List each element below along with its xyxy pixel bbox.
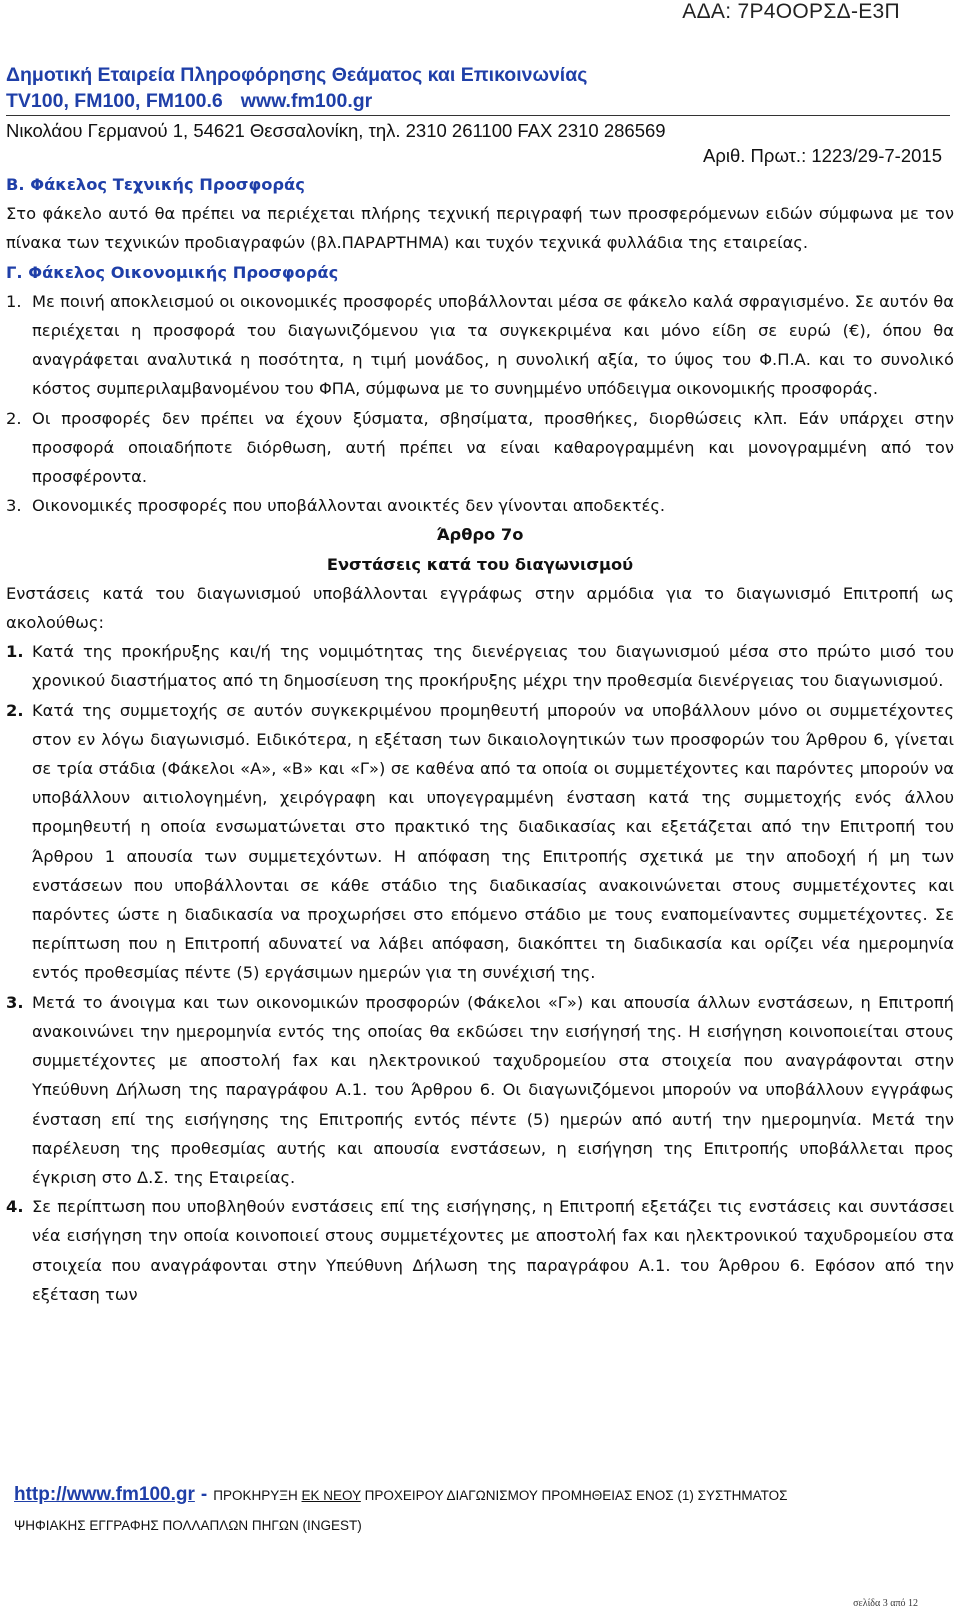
item-number: 3.: [6, 496, 22, 516]
address-line: Νικολάου Γερμανού 1, 54621 Θεσσαλονίκη, τηλ. 2310 261100 FAX 2310 286569: [6, 120, 666, 141]
item-text: Οι προσφορές δεν πρέπει να έχουν ξύσματα, σβησίματα, προσθήκες, διορθώσεις κλπ. Εάν υπάρχει στην προσφορά οποιαδήποτε διόρθωση, αυτή πρέπει να είναι καθαρογραμμένη και μονογραμμένη από τον προσφέροντα.: [32, 408, 954, 487]
item-number: 1.: [6, 642, 24, 662]
article-title: Ενστάσεις κατά του διαγωνισμού: [326, 554, 634, 574]
footer-announcement-underlined: ΕΚ ΝΕΟΥ: [301, 1488, 361, 1503]
item-text: Οικονομικές προσφορές που υποβάλλονται ανοικτές δεν γίνονται αποδεκτές.: [32, 496, 666, 516]
footer-line-2: ΨΗΦΙΑΚΗΣ ΕΓΓΡΑΦΗΣ ΠΟΛΛΑΠΛΩΝ ΠΗΓΩΝ (INGEST): [14, 1518, 362, 1533]
article-intro: Ενστάσεις κατά του διαγωνισμού υποβάλλονται εγγράφως στην αρμόδια για το διαγωνισμό Επιτροπή ως ακολούθως:: [6, 583, 954, 633]
website-link[interactable]: www.fm100.gr: [240, 90, 373, 112]
document-body: [6, 170, 954, 1309]
item-number: 4.: [6, 1197, 24, 1217]
footer-announcement: [213, 1488, 787, 1503]
section-g-item: [6, 287, 954, 404]
page-footer: [14, 1484, 954, 1533]
article-item: [6, 637, 954, 695]
item-number: 3.: [6, 992, 24, 1012]
footer-announcement-part: ΠΡΟΧΕΙΡΟΥ ΔΙΑΓΩΝΙΣΜΟΥ ΠΡΟΜΗΘΕΙΑΣ ΕΝΟΣ (1) ΣΥΣΤΗΜΑΤΟΣ: [364, 1488, 788, 1503]
article-item: [6, 696, 954, 988]
item-number: 2.: [6, 700, 24, 720]
organization-name: Δημοτική Εταιρεία Πληροφόρησης Θεάματος και Επικοινωνίας: [6, 64, 588, 86]
section-g-item: [6, 491, 954, 520]
section-b-title: Β. Φάκελος Τεχνικής Προσφοράς: [6, 175, 305, 194]
item-text: Σε περίπτωση που υποβληθούν ενστάσεις επί της εισήγησης, η Επιτροπή εξετάζει τις ενστάσεις και συντάσσει νέα εισήγηση την οποία κοινοποιεί στους συμμετέχοντες με αποστολή fax και ηλεκτρονικού ταχυδρομείου στα στοιχεία που αναγράφονται στην Υπεύθυνη Δήλωση της παραγράφου Α.1. του Άρθρου 6. Εφόσον από την εξέταση των: [32, 1197, 954, 1304]
item-text: Κατά της συμμετοχής σε αυτόν συγκεκριμένου προμηθευτή μπορούν να υποβάλλουν μόνο οι συμμετέχοντες στον εν λόγω διαγωνισμό. Ειδικότερα, η εξέταση των δικαιολογητικών των προσφορών του Άρθρου 6, γίνεται σε τρία στάδια (Φάκελοι «Α», «Β» και «Γ») σε καθένα από τα οποία οι συμμετέχοντες και παρόντες μπορούν να υποβάλλουν αιτιολογημένη, χειρόγραφη και υπογεγραμμένη ένσταση κατά της συμμετοχής ενός άλλου προμηθευτή η οποία ενσωματώνεται στο πρακτικό της διαδικασίας και εξετάζεται από την Επιτροπή του Άρθρου 1 απουσία των συμμετεχόντων. Η απόφαση της Επιτροπής σχετικά με την αποδοχή ή μη των ενστάσεων που υποβάλλονται σε κάθε στάδιο της διαδικασίας ανακοινώνεται στους συμμετέχοντες και παρόντες ώστε η διαδικασία να προχωρήσει στο επόμενο στάδιο με τους εναπομείναντες συμμετέχοντες. Σε περίπτωση που η Επιτροπή αδυνατεί να λάβει απόφαση, διακόπτει τη διαδικασία και ορίζει νέα ημερομηνία εντός προθεσμίας πέντε (5) εργάσιμων ημερών για τη συνέχισή της.: [32, 700, 954, 983]
article-item: [6, 1192, 954, 1309]
ada-code: ΑΔΑ: 7Ρ4ΟΟΡΣΔ-Ε3Π: [682, 0, 900, 23]
channels: TV100, FM100, FM100.6: [6, 90, 223, 112]
section-g-item: [6, 404, 954, 492]
item-text: Μετά το άνοιγμα και των οικονομικών προσφορών (Φάκελοι «Γ») και απουσία άλλων ενστάσεων, η Επιτροπή ανακοινώνει την ημερομηνία εντός της οποίας θα εκδώσει την εισήγησή της. Η εισήγηση κοινοποιείται στους συμμετέχοντες με αποστολή fax και ηλεκτρονικού ταχυδρομείου στα στοιχεία που αναγράφονται στην Υπεύθυνη Δήλωση της παραγράφου Α.1. του Άρθρου 6. Οι διαγωνιζόμενοι μπορούν να υποβάλλουν εγγράφως ένσταση επί της εισήγησης της Επιτροπής εντός πέντε (5) ημερών από αυτή την ημερομηνία. Μετά την παρέλευση της προθεσμίας αυτής και απουσία ενστάσεων, η εισήγηση της Επιτροπής υποβάλλεται προς έγκριση στο Δ.Σ. της Εταιρείας.: [32, 992, 954, 1187]
section-g-title: Γ. Φάκελος Οικονομικής Προσφοράς: [6, 262, 339, 282]
footer-dash: -: [200, 1484, 208, 1505]
letterhead: [6, 62, 956, 168]
item-text: Με ποινή αποκλεισμού οι οικονομικές προσφορές υποβάλλονται μέσα σε φάκελο καλά σφραγισμένο. Σε αυτόν θα περιέχεται η προσφορά του διαγωνιζόμενου για τα συγκεκριμένα και μόνο είδη σε ευρώ (€), όπου θα αναγράφεται αναλυτικά η ποσότητα, η τιμή μονάδος, η συνολική αξία, το ύψος του Φ.Π.Α. και το συνολικό κόστος συμπεριλαμβανομένου του ΦΠΑ, σύμφωνα με το συνημμένο υπόδειγμα οικονομικής προσφοράς.: [32, 291, 954, 399]
header-divider: [6, 115, 950, 116]
footer-website-link[interactable]: http://www.fm100.gr: [14, 1484, 195, 1505]
protocol-number: Αριθ. Πρωτ.: 1223/29-7-2015: [703, 145, 942, 166]
organization-channels-row: [6, 88, 956, 114]
item-number: 1.: [6, 291, 22, 311]
article-number: Άρθρο 7ο: [436, 525, 524, 545]
item-text: Κατά της προκήρυξης και/ή της νομιμότητας της διενέργειας του διαγωνισμού μέσα στο πρώτο μισό του χρονικού διαστήματος από τη δημοσίευση της προκήρυξης μέχρι την προθεσμία διενέργειας του διαγωνισμού.: [32, 642, 954, 691]
footer-announcement-part: ΠΡΟΚΗΡΥΞΗ: [213, 1488, 298, 1503]
section-b-text: Στο φάκελο αυτό θα πρέπει να περιέχεται πλήρης τεχνική περιγραφή των προσφερόμενων ειδών σύμφωνα με τον πίνακα των τεχνικών προδιαγραφών (βλ.ΠΑΡΑΡΤΗΜΑ) και τυχόν τεχνικά φυλλάδια της εταιρείας.: [6, 204, 954, 253]
item-number: 2.: [6, 408, 22, 428]
article-item: [6, 988, 954, 1192]
page-number: σελίδα 3 από 12: [853, 1598, 918, 1609]
footer-line-1: [14, 1484, 954, 1506]
